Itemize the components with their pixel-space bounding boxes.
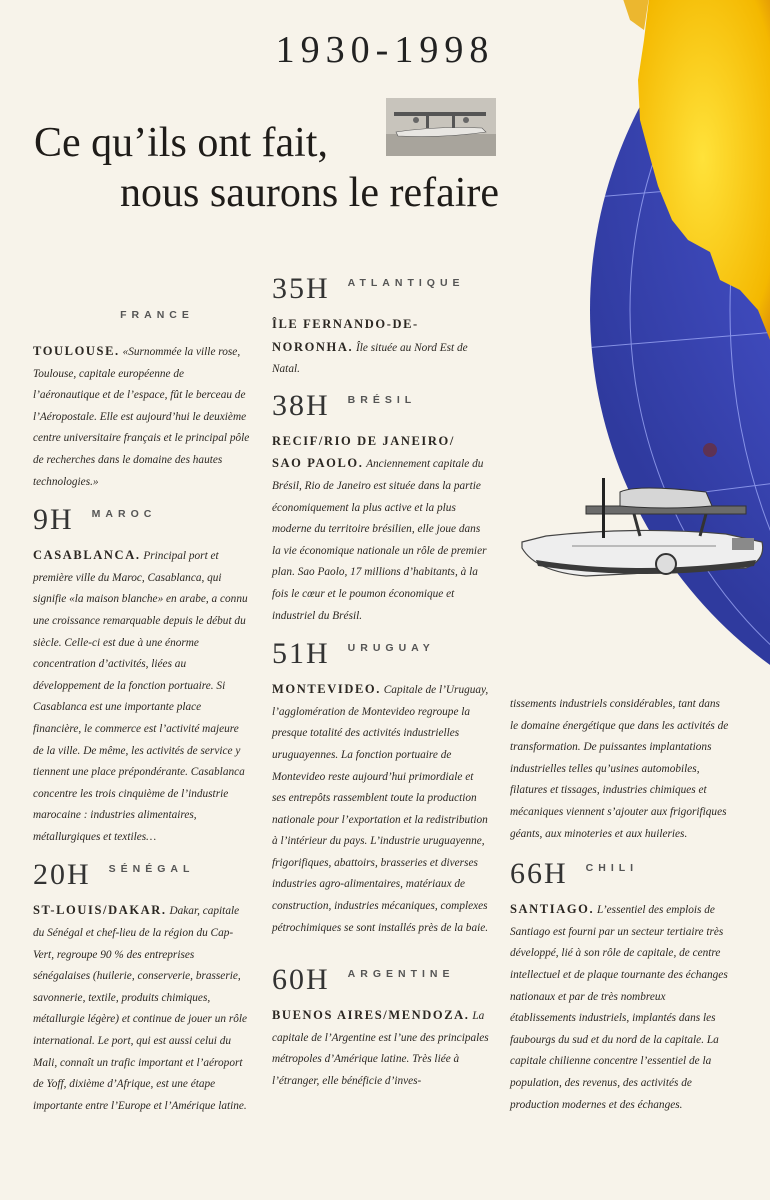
paragraph: Capitale de l’Uruguay, l’agglomération de Montevideo regroupe la presque totalité des activités industrielles uruguayennes. La fonction portuaire de Montevideo reste aujourd’hui primordiale et ses entrepôts rassemblent toute la production nationale pour l’exportation et la redistribution à l’intérieur du pays. L’industrie uruguayenne, frigorifiques, abattoirs, brasseries et diverses industries agro-alimentaires, matériaux de construction, industries mécaniques, complexes pétrochimiques se sont installés près de la baie. (272, 684, 489, 934)
section-header (272, 637, 490, 679)
section-header (272, 963, 490, 1005)
section-uruguay (272, 637, 490, 939)
paragraph: Principal port et première ville du Maroc, Casablanca, qui signifie «la maison blanche» en arabe, a connu une croissance remarquable depuis le début du siècle. Celle-ci est due à une énorme concentration d’activités, liées au développement de la fonction portuaire. Si Casablanca est une importante place financière, le commerce est l’activité majeure de la ville. De même, les activités de service y tiennent une place prépondérante. Casablanca concentre les trois cinquième de l’industrie marocaine : industries alimentaires, métallurgiques et textiles… (33, 550, 248, 843)
title-line-1: Ce qu’ils ont fait, (34, 120, 328, 166)
section-header (510, 857, 730, 899)
page-title (34, 118, 499, 218)
country-label: URUGUAY (347, 642, 435, 655)
section-atlantique (272, 272, 490, 381)
column-middle (272, 272, 490, 1093)
hour-label: 38H (272, 388, 330, 422)
year-range: 1930-1998 (275, 29, 495, 71)
city-name: ST-LOUIS/DAKAR. (33, 903, 167, 918)
country-label: ARGENTINE (347, 968, 455, 981)
section-argentine (272, 963, 490, 1092)
section-text (272, 431, 490, 627)
section-bresil (272, 389, 490, 627)
section-text (33, 341, 251, 493)
section-header (272, 272, 490, 314)
hour-label: 9H (33, 503, 74, 537)
section-text (272, 679, 490, 939)
country-label: CHILI (585, 862, 639, 875)
country-label: FRANCE (120, 309, 194, 321)
hour-label: 51H (272, 637, 330, 671)
country-label: ATLANTIQUE (347, 277, 465, 289)
city-name: RECIF/RIO DE JANEIRO/ SAO PAOLO. (272, 433, 455, 471)
country-label: BRÉSIL (347, 393, 417, 406)
paragraph: Anciennement capitale du Brésil, Rio de Janeiro est située dans la partie économiquement la plus active et la plus moderne du territoire brésilien, elle joue dans la vie économique nationale un rôle de premier plan. Sao Paolo, 17 millions d’habitants, à la fois le cœur et le poumon économique et industriel du Brésil. (272, 458, 487, 622)
paragraph: L’essentiel des emplois de Santiago est fourni par un secteur tertiaire très développé, lié à son rôle de capitale, de centre intellectuel et de plaque tournante des échanges nationaux et par de très nombreux établissements industriels, implantés dans les faubourgs du sud et du nord de la capitale. La capitale chilienne concentre l’essentiel de la population, des revenus, des activités de production modernes et des échanges. (510, 904, 728, 1111)
title-line-2: nous saurons le refaire (120, 170, 500, 216)
section-france (33, 305, 251, 493)
section-text (272, 314, 490, 381)
hour-label: 20H (33, 858, 91, 892)
section-text (33, 545, 251, 848)
city-name: ÎLE FERNANDO-DE-NORONHA. (272, 317, 419, 354)
city-name: MONTEVIDEO. (272, 682, 381, 697)
paragraph: La capitale de l’Argentine est l’une des principales métropoles d’Amérique latine. Très liée à l’étranger, elle bénéficie d’inves- (272, 1010, 489, 1088)
city-name: SANTIAGO. (510, 902, 595, 917)
section-text (33, 900, 251, 1117)
column-left (33, 305, 251, 1117)
country-label: MAROC (91, 508, 157, 521)
section-senegal (33, 858, 251, 1117)
section-text (272, 1005, 490, 1092)
city-name: CASABLANCA. (33, 548, 141, 563)
argentine-continued-text: tissements industriels considérables, tant dans le domaine énergétique que dans les activités de transformation. De puissantes implantations industrielles telles qu’usines automobiles, filatures et tissages, industries chimiques et mécaniques viennent s’ajouter aux frigorifiques géants, aux minoteries et aux huileries. (510, 698, 729, 840)
paragraph: Dakar, capitale du Sénégal et chef-lieu de la région du Cap-Vert, regroupe 90 % des entreprises sénégalaises (huilerie, conserverie, brasserie, savonnerie, textile, produits chimiques, métallurgie légère) et continue de jouer un rôle international. Le port, qui est aussi celui du Mali, connaît un trafic important et l’aéroport de Yoff, dixième d’Afrique, est une étape importante entre l’Europe et l’Amérique latine. (33, 905, 248, 1112)
hour-label: 60H (272, 963, 330, 997)
section-text (510, 899, 730, 1116)
section-maroc (33, 503, 251, 848)
hour-label: 66H (510, 857, 568, 891)
seaplane-illustration (516, 476, 770, 604)
city-name: TOULOUSE. (33, 344, 120, 358)
paragraph: Île située au Nord Est de Natal. (272, 341, 468, 376)
country-label: SÉNÉGAL (108, 863, 195, 876)
city-name: BUENOS AIRES/MENDOZA. (272, 1008, 470, 1023)
section-header (272, 389, 490, 431)
section-header (33, 503, 251, 545)
paragraph: «Surnommée la ville rose, Toulouse, capitale européenne de l’aéronautique et de l’espace, fût le berceau de l’Aéropostale. Elle est aujourd’hui le deuxième centre universitaire français et le principal pôle de recherches dans le domaine des hautes technologies.» (33, 346, 250, 488)
section-header (33, 858, 251, 900)
column-right (510, 694, 730, 1116)
hour-label: 35H (272, 272, 330, 305)
section-chili (510, 857, 730, 1116)
